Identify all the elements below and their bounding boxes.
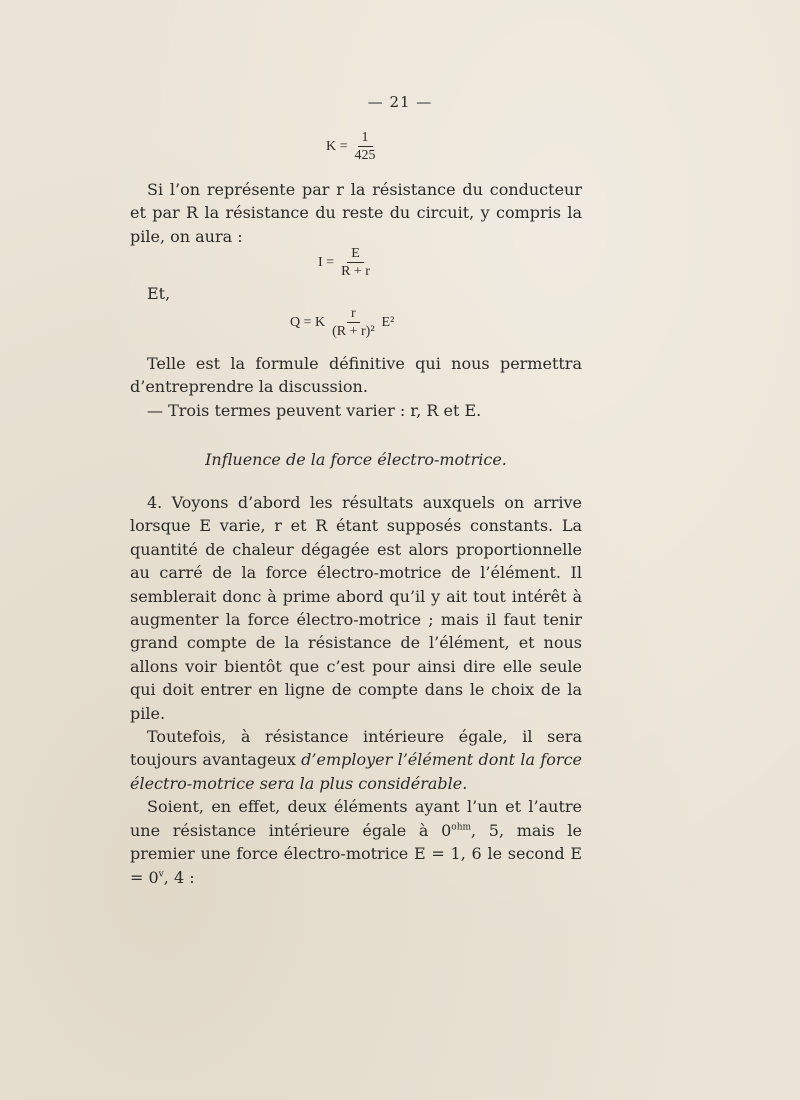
paragraph-toutefois-italic: d’employer l’élément dont la force électro-motrice sera la plus considérable. <box>130 750 582 793</box>
paragraph-soient-3: , 4 : <box>163 867 195 887</box>
formula-i <box>318 246 377 279</box>
page-number: — 21 — <box>367 93 433 111</box>
formula-k-denominator: 425 <box>354 148 376 163</box>
formula-k-fraction <box>351 130 380 163</box>
paragraph-resistance <box>130 178 582 248</box>
formula-i-lhs: I = <box>318 254 335 270</box>
et-label: Et, <box>147 284 171 303</box>
section-heading <box>0 450 712 469</box>
volt-superscript: v <box>158 869 164 880</box>
paragraph-4: 4. Voyons d’abord les résultats auxquels on arrive lorsque E varie, r et R étant supposés constants. La quantité de chaleur dégagée est alors proportionnelle au carré de la force électro-motrice de l’élément. Il semblerait donc à prime abord qu’il y ait tout intérêt à augmenter la force électro-motrice ; mais il faut tenir grand compte de la résistance de l’élément, et nous allons voir bientôt que c’est pour ainsi dire elle seule qui doit entrer en ligne de compte dans le choix de la pile. <box>130 493 582 723</box>
formula-q-lhs: Q = K <box>290 314 326 330</box>
formula-k-lhs: K = <box>326 138 348 154</box>
section-heading-text: Influence de la force électro-motrice. <box>205 450 507 469</box>
formula-q-denominator: (R + r)² <box>332 324 375 339</box>
formula-i-numerator: E <box>347 246 364 263</box>
et-line <box>130 282 582 305</box>
paragraph-toutefois <box>130 725 582 795</box>
paragraph-formula-1: Telle est la formule définitive qui nous permettra d’entreprendre la discussion. <box>130 354 582 397</box>
body-section-4 <box>130 491 582 889</box>
paragraph-soient <box>130 795 582 889</box>
paragraph-formula-2: — Trois termes peuvent varier : r, R et E. <box>147 400 482 420</box>
paragraph-soient-2: , 5, mais le premier une force électro-motrice E = 1, 6 le second E = 0 <box>130 820 582 887</box>
formula-q-rhs: E² <box>381 314 395 330</box>
paragraph-toutefois-start: Toutefois, à résistance intérieure égale, il sera toujours avantageux <box>130 727 582 770</box>
paragraph-resistance-text: Si l’on représente par r la résistance du conducteur et par R la résistance du reste du circuit, y compris la pile, on aura : <box>130 180 582 246</box>
formula-i-denominator: R + r <box>341 264 370 279</box>
formula-q-numerator: r <box>347 306 360 323</box>
formula-k-numerator: 1 <box>358 130 373 147</box>
ohm-superscript: ohm <box>451 822 472 833</box>
paragraph-soient-1: Soient, en effet, deux éléments ayant l’un et l’autre une résistance intérieure égale à 0 <box>130 797 582 840</box>
formula-k <box>326 130 383 163</box>
formula-q-fraction <box>328 306 378 339</box>
paragraph-formula <box>130 352 582 422</box>
formula-q <box>290 306 394 339</box>
formula-i-fraction <box>337 246 374 279</box>
